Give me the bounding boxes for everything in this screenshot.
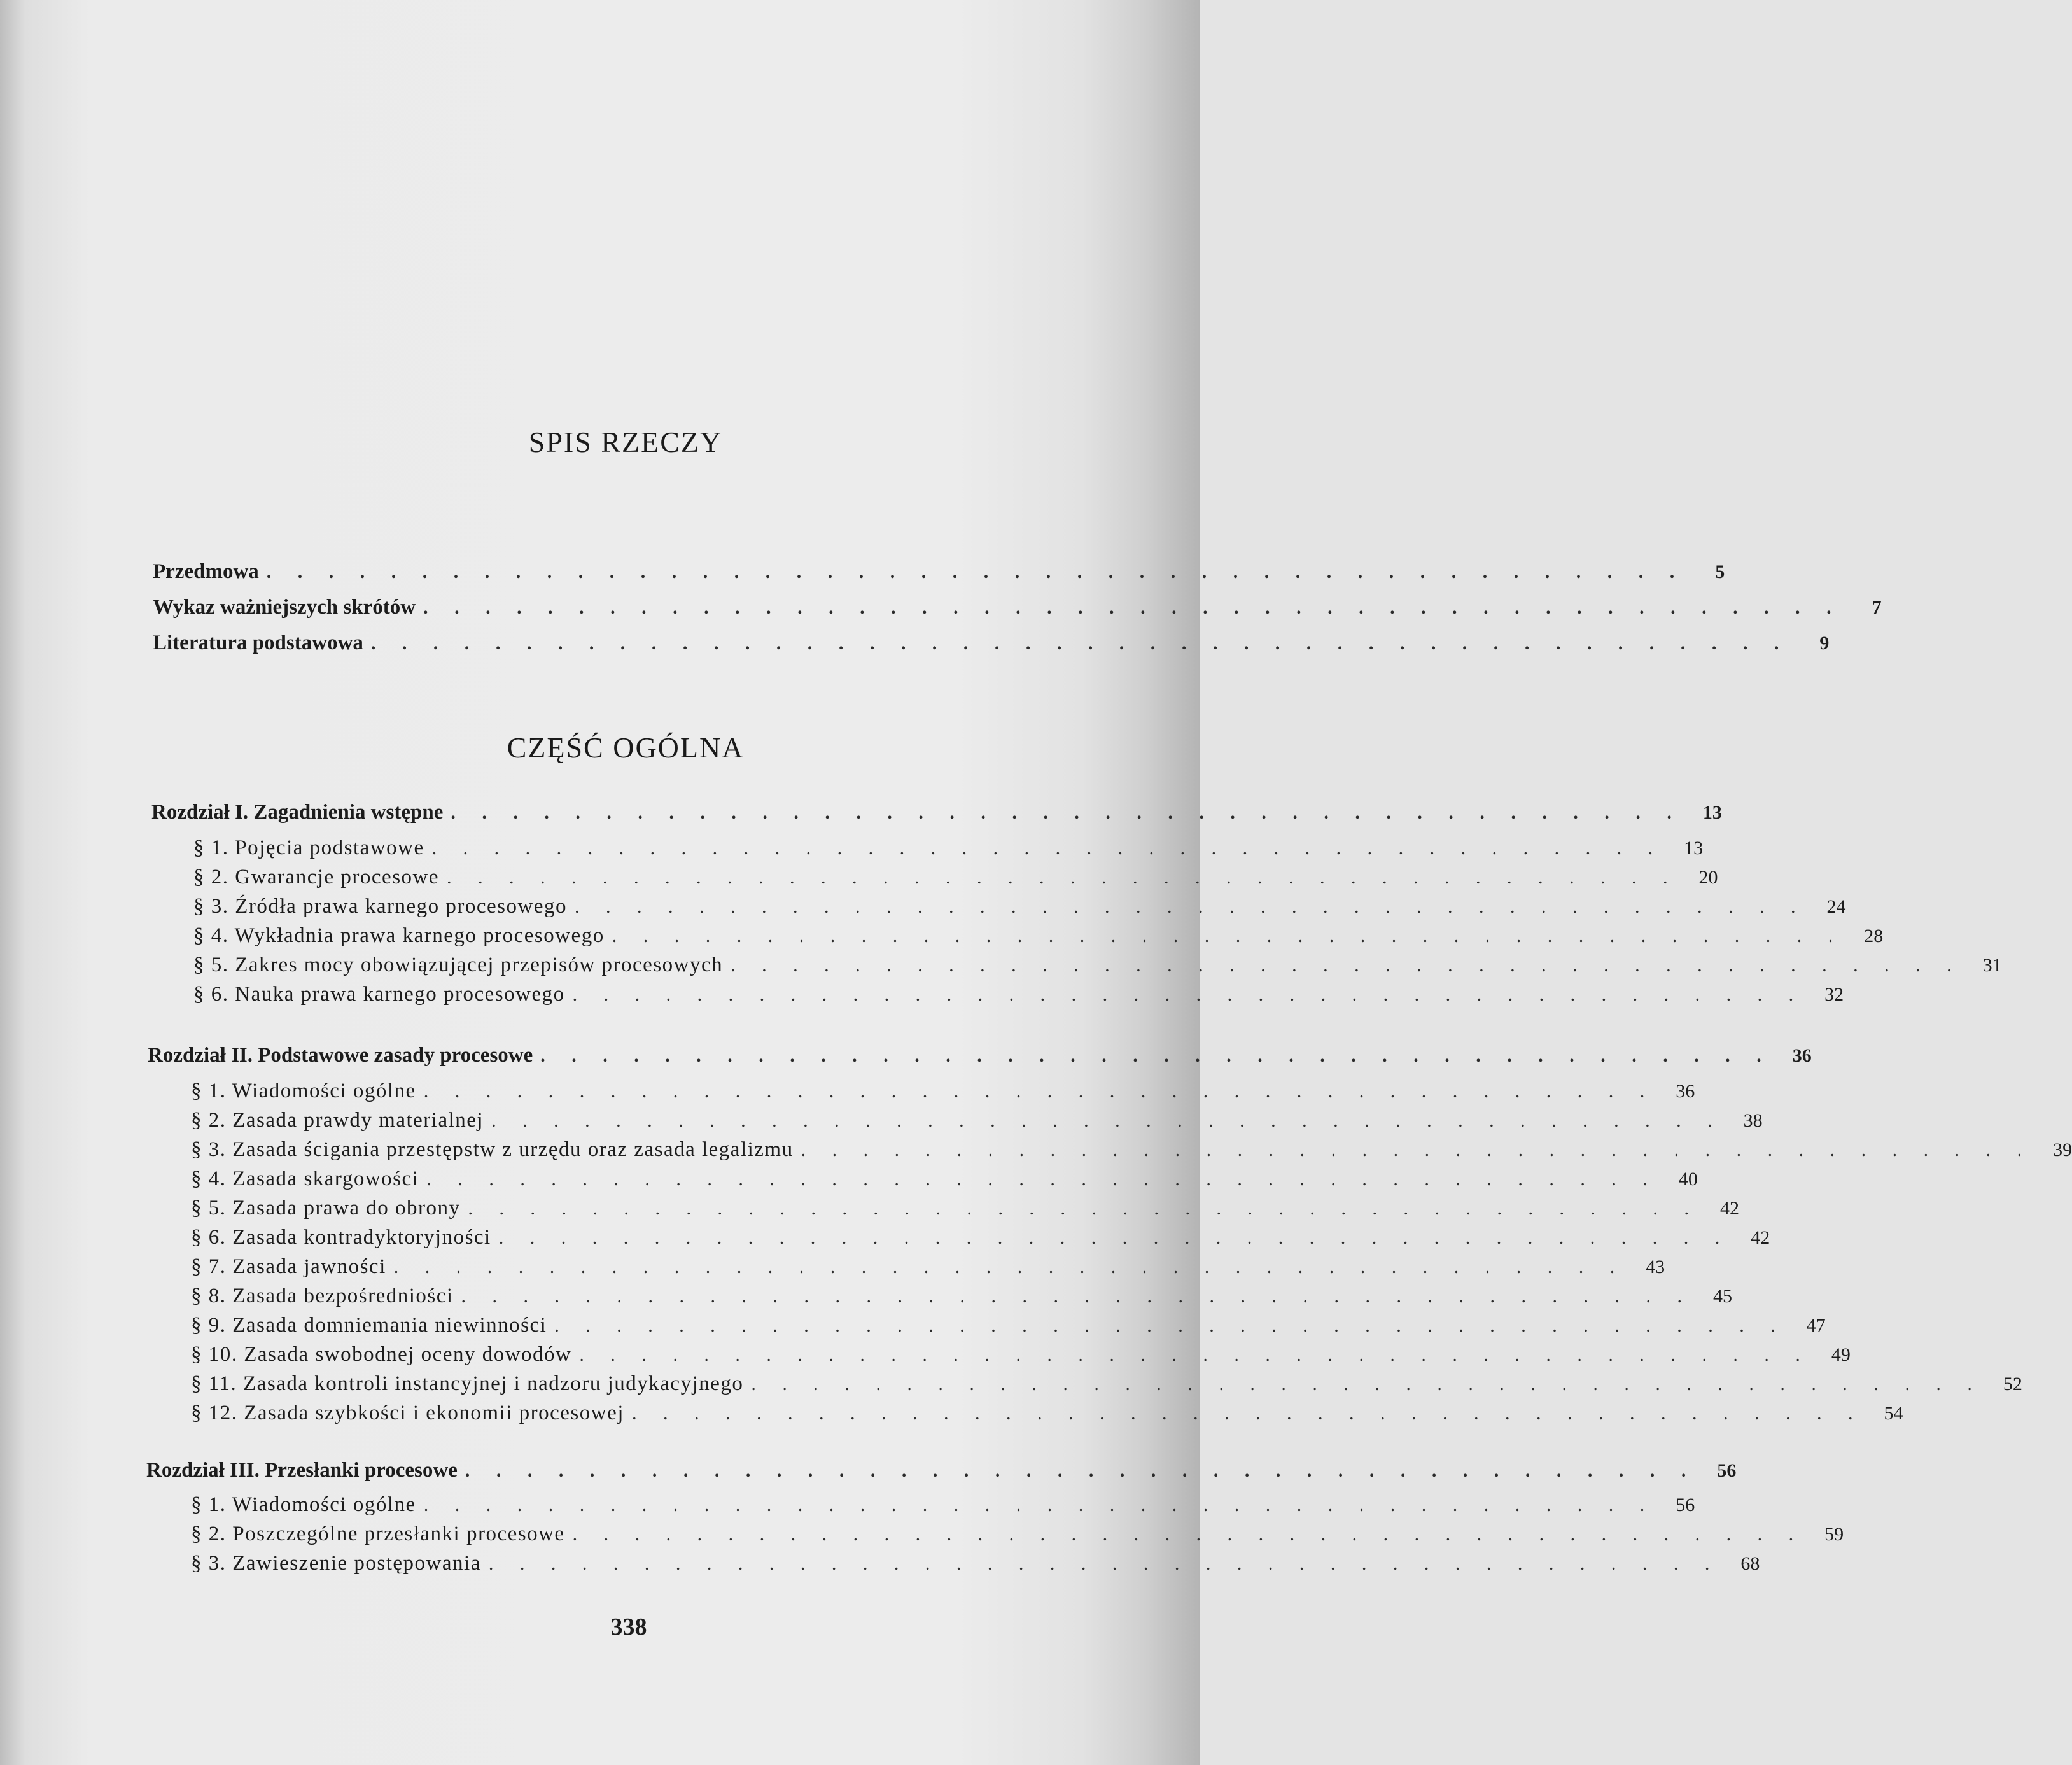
chapter-label: Rozdział II. Podstawowe zasady procesowe	[148, 1044, 533, 1067]
section-label: § 10. Zasada swobodnej oceny dowodów	[191, 1343, 572, 1366]
leader-dots: . . . . . . . . . . . . . . . . . . . . . . . . . . . . . . . . . . . . . . . .	[554, 1315, 1786, 1336]
section-2-11[interactable]	[191, 1372, 2022, 1400]
section-label: § 5. Zasada prawa do obrony	[191, 1197, 461, 1220]
section-label: § 4. Zasada skargowości	[191, 1167, 419, 1190]
leader-dots: . . . . . . . . . . . . . . . . . . . . . . . . . . . . . . . . . . . . . . . .	[801, 1139, 2033, 1160]
section-label: § 1. Wiadomości ogólne	[191, 1079, 416, 1102]
section-label: § 5. Zakres mocy obowiązującej przepisów procesowych	[193, 953, 724, 976]
part-title: CZĘŚĆ OGÓLNA	[507, 731, 745, 764]
section-label: § 3. Zawieszenie postępowania	[191, 1552, 481, 1575]
chapter-3[interactable]	[146, 1459, 1737, 1487]
chapter-2[interactable]	[148, 1044, 1812, 1072]
entry-label: Wykaz ważniejszych skrótów	[153, 596, 416, 619]
leader-dots: . . . . . . . . . . . . . . . . . . . . . . . . . . . . . . . . . . . . . . . .	[574, 896, 1807, 917]
chapter-1[interactable]	[151, 801, 1722, 829]
leader-dots: . . . . . . . . . . . . . . . . . . . . . . . . . . . . . . . . . . . . . . . .	[572, 1524, 1805, 1545]
leader-dots: . . . . . . . . . . . . . . . . . . . . . . . . . . . . . . . . . . . . . . . . . . . . . .	[423, 597, 1842, 618]
section-2-8[interactable]	[191, 1284, 1733, 1312]
leader-dots: . . . . . . . . . . . . . . . . . . . . . . . . . . . . . . . . . . . . . . . . . . . . . .	[266, 561, 1686, 582]
leader-dots: . . . . . . . . . . . . . . . . . . . . . . . . . . . . . . . . . . . . . . . .	[461, 1286, 1693, 1307]
section-page: 45	[1713, 1286, 1733, 1307]
section-page: 39	[2053, 1139, 2072, 1160]
leader-dots: . . . . . . . . . . . . . . . . . . . . . . . . . . . . . . . . . . . . . . . .	[498, 1227, 1731, 1248]
section-2-10[interactable]	[191, 1343, 1851, 1371]
section-page: 24	[1826, 896, 1846, 917]
page-number: 338	[610, 1614, 647, 1640]
section-label: § 6. Zasada kontradyktoryjności	[191, 1226, 491, 1249]
leader-dots: . . . . . . . . . . . . . . . . . . . . . . . . . . . . . . . . . . . . . . . .	[431, 838, 1664, 859]
leader-dots: . . . . . . . . . . . . . . . . . . . . . . . . . . . . . . . . . . . . . . . .	[751, 1374, 1983, 1395]
section-3-1[interactable]	[191, 1493, 1695, 1521]
leader-dots: . . . . . . . . . . . . . . . . . . . . . . . . . . . . . . . . . . . . . . . .	[465, 1460, 1697, 1481]
chapter-page: 56	[1717, 1460, 1737, 1481]
section-label: § 2. Gwarancje procesowe	[193, 866, 440, 889]
section-page: 52	[2003, 1374, 2022, 1395]
leader-dots: . . . . . . . . . . . . . . . . . . . . . . . . . . . . . . . . . . . . . . . .	[447, 867, 1679, 888]
leader-dots: . . . . . . . . . . . . . . . . . . . . . . . . . . . . . . . . . . . . . . . .	[468, 1198, 1700, 1219]
toc-entry-skroty[interactable]	[153, 596, 1882, 624]
toc-heading: SPIS RZECZY	[528, 426, 723, 458]
leader-dots: . . . . . . . . . . . . . . . . . . . . . . . . . . . . . . . . . . . . . . . .	[631, 1403, 1864, 1424]
section-1-6[interactable]	[193, 983, 1844, 1011]
section-page: 38	[1743, 1110, 1763, 1131]
leader-dots: . . . . . . . . . . . . . . . . . . . . . . . . . . . . . . . . . . . . . . . .	[423, 1494, 1656, 1515]
leader-dots: . . . . . . . . . . . . . . . . . . . . . . . . . . . . . . . . . . . . . . . .	[451, 802, 1683, 823]
section-2-4[interactable]	[191, 1167, 1698, 1195]
leader-dots: . . . . . . . . . . . . . . . . . . . . . . . . . . . . . . . . . . . . . . . . . . . . . .	[370, 633, 1790, 654]
leader-dots: . . . . . . . . . . . . . . . . . . . . . . . . . . . . . . . . . . . . . . . .	[731, 955, 1963, 976]
section-label: § 7. Zasada jawności	[191, 1255, 386, 1278]
section-page: 54	[1884, 1403, 1903, 1424]
section-label: § 8. Zasada bezpośredniości	[191, 1284, 454, 1307]
section-label: § 11. Zasada kontroli instancyjnej i nadzoru judykacyjnego	[191, 1372, 744, 1395]
section-1-5[interactable]	[193, 953, 2002, 981]
chapter-label: Rozdział III. Przesłanki procesowe	[146, 1459, 458, 1482]
entry-label: Przedmowa	[153, 560, 259, 583]
section-page: 43	[1646, 1256, 1665, 1277]
section-page: 31	[1982, 955, 2002, 976]
section-page: 36	[1676, 1081, 1695, 1102]
leader-dots: . . . . . . . . . . . . . . . . . . . . . . . . . . . . . . . . . . . . . . . .	[579, 1344, 1811, 1365]
section-page: 20	[1698, 867, 1718, 888]
leader-dots: . . . . . . . . . . . . . . . . . . . . . . . . . . . . . . . . . . . . . . . .	[572, 984, 1805, 1005]
section-page: 42	[1720, 1198, 1740, 1219]
leader-dots: . . . . . . . . . . . . . . . . . . . . . . . . . . . . . . . . . . . . . . . .	[423, 1081, 1656, 1102]
section-page: 59	[1824, 1524, 1844, 1545]
section-label: § 6. Nauka prawa karnego procesowego	[193, 983, 565, 1006]
section-1-4[interactable]	[193, 924, 1884, 952]
section-label: § 3. Zasada ścigania przestępstw z urzędu oraz zasada legalizmu	[191, 1138, 794, 1161]
section-2-5[interactable]	[191, 1197, 1740, 1225]
leader-dots: . . . . . . . . . . . . . . . . . . . . . . . . . . . . . . . . . . . . . . . .	[540, 1045, 1772, 1066]
section-page: 68	[1740, 1553, 1760, 1574]
section-page: 13	[1684, 838, 1704, 859]
section-3-3[interactable]	[191, 1552, 1760, 1580]
section-label: § 1. Wiadomości ogólne	[191, 1493, 416, 1516]
section-page: 47	[1806, 1315, 1826, 1336]
section-label: § 3. Źródła prawa karnego procesowego	[193, 895, 567, 918]
entry-page: 5	[1715, 561, 1725, 582]
section-page: 28	[1864, 925, 1884, 946]
section-2-3[interactable]	[191, 1138, 2072, 1166]
leader-dots: . . . . . . . . . . . . . . . . . . . . . . . . . . . . . . . . . . . . . . . .	[426, 1169, 1658, 1190]
section-2-9[interactable]	[191, 1314, 1826, 1342]
entry-label: Literatura podstawowa	[153, 631, 363, 654]
toc-entry-literatura[interactable]	[153, 631, 1830, 659]
section-label: § 2. Poszczególne przesłanki procesowe	[191, 1522, 565, 1545]
section-page: 42	[1751, 1227, 1770, 1248]
leader-dots: . . . . . . . . . . . . . . . . . . . . . . . . . . . . . . . . . . . . . . . .	[612, 925, 1844, 946]
chapter-page: 36	[1792, 1045, 1812, 1066]
section-2-7[interactable]	[191, 1255, 1665, 1283]
section-page: 40	[1678, 1169, 1698, 1190]
section-3-2[interactable]	[191, 1522, 1844, 1551]
section-2-2[interactable]	[191, 1109, 1763, 1137]
section-label: § 9. Zasada domniemania niewinności	[191, 1314, 547, 1337]
section-2-12[interactable]	[191, 1402, 1903, 1430]
section-1-2[interactable]	[193, 866, 1718, 894]
leader-dots: . . . . . . . . . . . . . . . . . . . . . . . . . . . . . . . . . . . . . . . .	[488, 1553, 1721, 1574]
section-label: § 12. Zasada szybkości i ekonomii procesowej	[191, 1402, 624, 1424]
section-page: 56	[1676, 1494, 1695, 1515]
section-label: § 4. Wykładnia prawa karnego procesowego	[193, 924, 605, 947]
section-1-1[interactable]	[193, 836, 1704, 864]
section-page: 49	[1831, 1344, 1851, 1365]
section-1-3[interactable]	[193, 895, 1846, 923]
section-label: § 2. Zasada prawdy materialnej	[191, 1109, 484, 1132]
section-2-6[interactable]	[191, 1226, 1770, 1254]
leader-dots: . . . . . . . . . . . . . . . . . . . . . . . . . . . . . . . . . . . . . . . .	[393, 1256, 1626, 1277]
section-2-1[interactable]	[191, 1079, 1695, 1108]
entry-page: 7	[1872, 597, 1882, 618]
chapter-label: Rozdział I. Zagadnienia wstępne	[151, 801, 444, 824]
entry-page: 9	[1819, 633, 1830, 654]
chapter-page: 13	[1702, 802, 1722, 823]
leader-dots: . . . . . . . . . . . . . . . . . . . . . . . . . . . . . . . . . . . . . . . .	[491, 1110, 1723, 1131]
section-page: 32	[1824, 984, 1844, 1005]
section-label: § 1. Pojęcia podstawowe	[193, 836, 424, 859]
toc-entry-przedmowa[interactable]	[153, 560, 1725, 588]
